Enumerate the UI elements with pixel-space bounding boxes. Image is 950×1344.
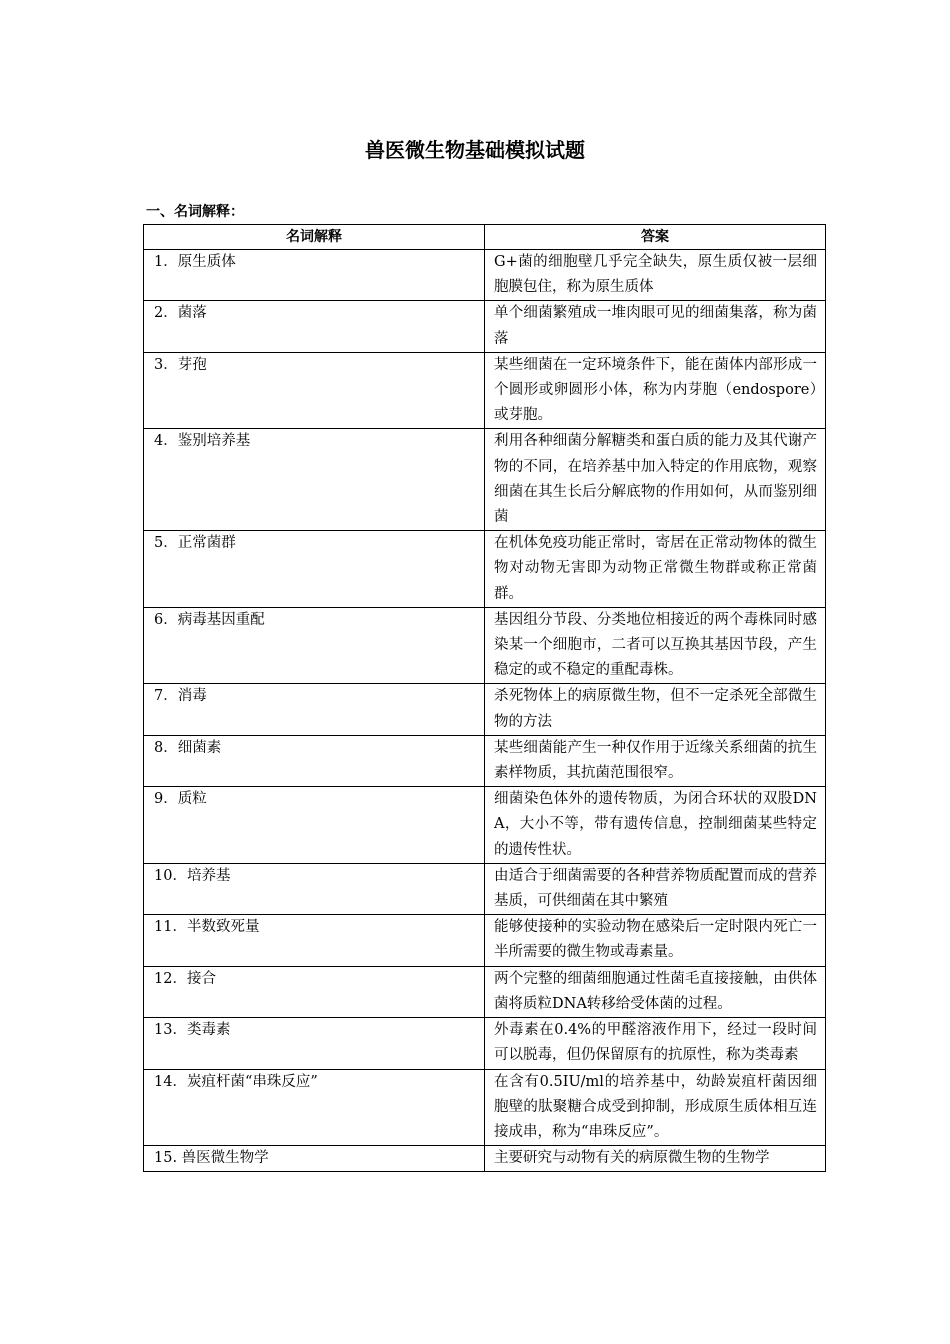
section-heading: 一、名词解释： [146, 204, 244, 220]
answer-cell: 由适合于细菌需要的各种营养物质配置而成的营养基质，可供细菌在其中繁殖 [485, 863, 826, 914]
term-cell: 8．细菌素 [144, 735, 485, 786]
answer-cell: 在机体免疫功能正常时，寄居在正常动物体的微生物对动物无害即为动物正常微生物群或称正常菌群。 [485, 531, 826, 608]
header-term: 名词解释 [144, 225, 485, 250]
table-row [144, 531, 826, 608]
answer-cell: 两个完整的细菌细胞通过性菌毛直接接触，由供体菌将质粒DNA转移给受体菌的过程。 [485, 966, 826, 1017]
answer-cell: 主要研究与动物有关的病原微生物的生物学 [485, 1146, 826, 1172]
table-row [144, 1146, 826, 1172]
table-row [144, 787, 826, 864]
answer-cell: 外毒素在0.4%的甲醛溶液作用下，经过一段时间可以脱毒，但仍保留原有的抗原性，称为类毒素 [485, 1018, 826, 1069]
answer-cell: 基因组分节段、分类地位相接近的两个毒株同时感染某一个细胞市，二者可以互换其基因节段，产生稳定的或不稳定的重配毒株。 [485, 607, 826, 684]
term-cell: 14．炭疽杆菌“串珠反应” [144, 1069, 485, 1146]
table-row [144, 250, 826, 301]
table-row [144, 1018, 826, 1069]
table-row [144, 915, 826, 966]
term-cell: 4．鉴别培养基 [144, 429, 485, 531]
table-row [144, 863, 826, 914]
term-cell: 3．芽孢 [144, 352, 485, 429]
table-row [144, 301, 826, 352]
table-row [144, 1069, 826, 1146]
page-title: 兽医微生物基础模拟试题 [365, 138, 585, 162]
term-cell: 13．类毒素 [144, 1018, 485, 1069]
term-cell: 11．半数致死量 [144, 915, 485, 966]
answer-cell: 在含有0.5IU/ml的培养基中，幼龄炭疽杆菌因细胞壁的肽聚糖合成受到抑制，形成原生质体相互连接成串，称为“串珠反应”。 [485, 1069, 826, 1146]
answer-cell: 某些细菌在一定环境条件下，能在菌体内部形成一个圆形或卵圆形小体，称为内芽胞（endospore）或芽胞。 [485, 352, 826, 429]
term-cell: 15. 兽医微生物学 [144, 1146, 485, 1172]
table-header-row [144, 225, 826, 250]
table-row [144, 607, 826, 684]
table-row [144, 735, 826, 786]
term-cell: 1．原生质体 [144, 250, 485, 301]
answer-cell: G+菌的细胞壁几乎完全缺失，原生质仅被一层细胞膜包住，称为原生质体 [485, 250, 826, 301]
glossary-table [143, 224, 826, 1172]
answer-cell: 某些细菌能产生一种仅作用于近缘关系细菌的抗生素样物质，其抗菌范围很窄。 [485, 735, 826, 786]
table-row [144, 429, 826, 531]
term-cell: 7．消毒 [144, 684, 485, 735]
term-cell: 6．病毒基因重配 [144, 607, 485, 684]
term-cell: 2．菌落 [144, 301, 485, 352]
term-cell: 12．接合 [144, 966, 485, 1017]
answer-cell: 细菌染色体外的遗传物质，为闭合环状的双股DNA，大小不等，带有遗传信息，控制细菌某些特定的遗传性状。 [485, 787, 826, 864]
table-row [144, 684, 826, 735]
answer-cell: 能够使接种的实验动物在感染后一定时限内死亡一半所需要的微生物或毒素量。 [485, 915, 826, 966]
answer-cell: 利用各种细菌分解糖类和蛋白质的能力及其代谢产物的不同，在培养基中加入特定的作用底物，观察细菌在其生长后分解底物的作用如何，从而鉴别细菌 [485, 429, 826, 531]
table-body [144, 250, 826, 1172]
term-cell: 10．培养基 [144, 863, 485, 914]
header-answer: 答案 [485, 225, 826, 250]
term-cell: 5．正常菌群 [144, 531, 485, 608]
answer-cell: 杀死物体上的病原微生物，但不一定杀死全部微生物的方法 [485, 684, 826, 735]
term-cell: 9．质粒 [144, 787, 485, 864]
answer-cell: 单个细菌繁殖成一堆肉眼可见的细菌集落，称为菌落 [485, 301, 826, 352]
table-row [144, 966, 826, 1017]
table-row [144, 352, 826, 429]
